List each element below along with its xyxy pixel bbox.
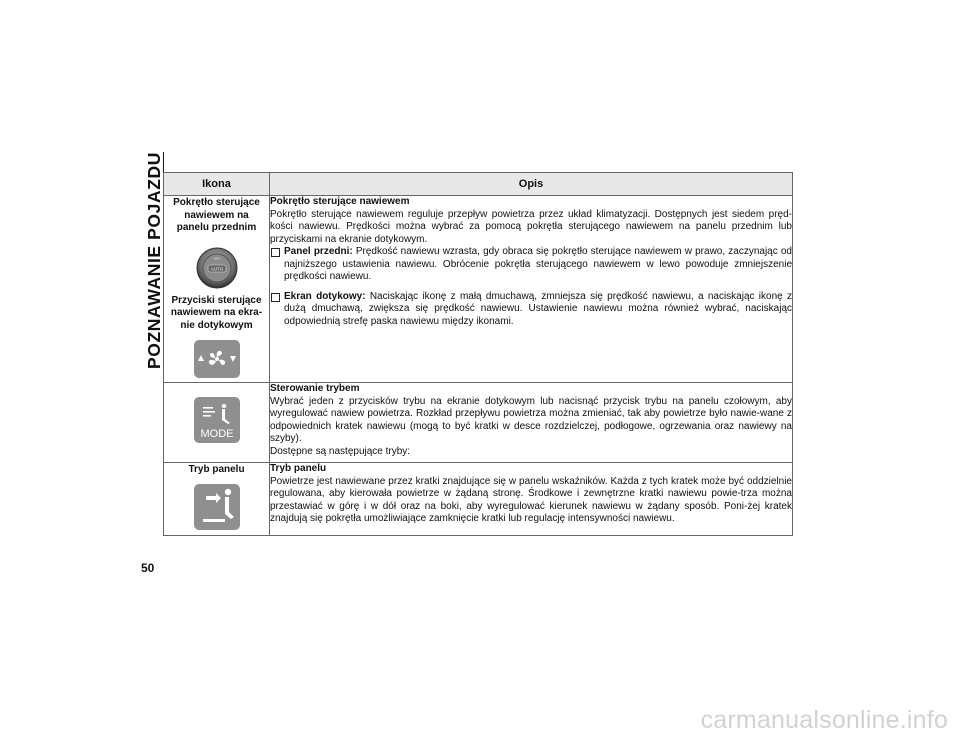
icon-cell-panel-mode bbox=[164, 463, 270, 536]
knob-auto-text: AUTO bbox=[210, 266, 223, 271]
mode-text: Wybrać jeden z przycisków trybu na ekranie dotykowym lub nacisnąć przycisk trybu na panelu czołowym, aby wyregulować nawiew powietrza. Rozkład przepływu powietrza można zmieniać, tak aby powietrze było nawie-wane z odpowiednich kratek nawiewu (mogą to być kratki w desce rozdzielczej, podłogowe, ogrzewania oraz nawiewy na szyby). bbox=[270, 395, 792, 444]
table-header-row bbox=[164, 173, 793, 196]
panel-mode-text: Powietrze jest nawiewane przez kratki znajdujące się w panelu wskaźników. Każda z tych kratek może być oddzielnie regulowana, aby kierowała powietrze w żądaną stronę. Środkowe i zewnętrzne kratki nawiewu powie-trza można przestawiać w górę i w dół oraz na boki, aby wyregulować kierunek nawiewu w żądany sposób. Poni-żej kratek znajdują się pokrętła umożliwiające zamknięcie kratki lub regulację intensywności nawiewu. bbox=[270, 475, 792, 524]
bullet-touchscreen-text: Naciskając ikonę z małą dmuchawą, zmniejsza się prędkość nawiewu, a naciskając ikonę z dużą dmuchawą, zwiększa się prędkość nawiewu. Ustawienie nawiewu można również wybrać, naciskając odpowiednią strefę paska nawiewu między ikonami. bbox=[284, 290, 792, 327]
blower-knob-icon bbox=[196, 247, 238, 289]
description-mode bbox=[270, 383, 793, 463]
bullet-front-panel bbox=[270, 246, 792, 284]
panel-mode-title: Tryb panelu bbox=[270, 463, 327, 474]
mode-button-icon bbox=[194, 397, 240, 443]
blower-title: Pokrętło sterujące nawiewem bbox=[270, 196, 410, 207]
bullet-touchscreen-label: Ekran dotykowy: bbox=[284, 290, 366, 302]
header-icon: Ikona bbox=[164, 173, 270, 196]
table-row-blower bbox=[164, 196, 793, 383]
header-description: Opis bbox=[270, 173, 793, 196]
knob-off-text: OFF bbox=[213, 256, 220, 261]
bullet-front-panel-text: Prędkość nawiewu wzrasta, gdy obraca się pokrętło sterujące nawiewem w prawo, zaczynając od najniższego ustawienia nawiewu. Obrócenie pokrętła sterującego nawiewem w lewo powoduje zmniejszenie prędkości nawiewu. bbox=[284, 246, 792, 282]
checkbox-square-icon bbox=[271, 293, 280, 302]
touchscreen-buttons-label: Przyciski sterujące nawiewem na ekra-nie dotykowym bbox=[170, 294, 263, 331]
mode-text2: Dostępne są następujące tryby: bbox=[270, 445, 411, 457]
mode-label-text: MODE bbox=[200, 428, 233, 440]
panel-mode-label: Tryb panelu bbox=[188, 464, 245, 475]
panel-mode-icon bbox=[194, 484, 240, 530]
page-number: 50 bbox=[141, 561, 155, 575]
watermark-text: carmanualsonline.info bbox=[700, 706, 948, 734]
blower-knob-label: Pokrętło sterujące nawiewem na panelu przednim bbox=[173, 197, 260, 233]
table-row-panel-mode bbox=[164, 463, 793, 536]
section-title-text: POZNAWANIE POJAZDU bbox=[143, 151, 164, 369]
mode-title: Sterowanie trybem bbox=[270, 383, 360, 394]
description-panel-mode bbox=[270, 463, 793, 536]
bullet-touchscreen bbox=[270, 291, 792, 329]
icon-cell-blower bbox=[164, 196, 270, 383]
controls-table bbox=[163, 172, 793, 536]
blower-touch-buttons-icon bbox=[194, 340, 240, 378]
blower-intro: Pokrętło sterujące nawiewem reguluje przepływ powietrza przez układ klimatyzacji. Dostępnych jest siedem pręd-kości nawiewu. Prędkości można wybrać za pomocą pokrętła sterującego nawiewem na panelu przednim lub przyciskami na ekranie dotykowym. bbox=[270, 208, 792, 245]
table-row-mode bbox=[164, 383, 793, 463]
description-blower bbox=[270, 196, 793, 383]
checkbox-square-icon bbox=[271, 248, 280, 257]
bullet-front-panel-label: Panel przedni: bbox=[284, 246, 353, 257]
icon-cell-mode bbox=[164, 383, 270, 463]
